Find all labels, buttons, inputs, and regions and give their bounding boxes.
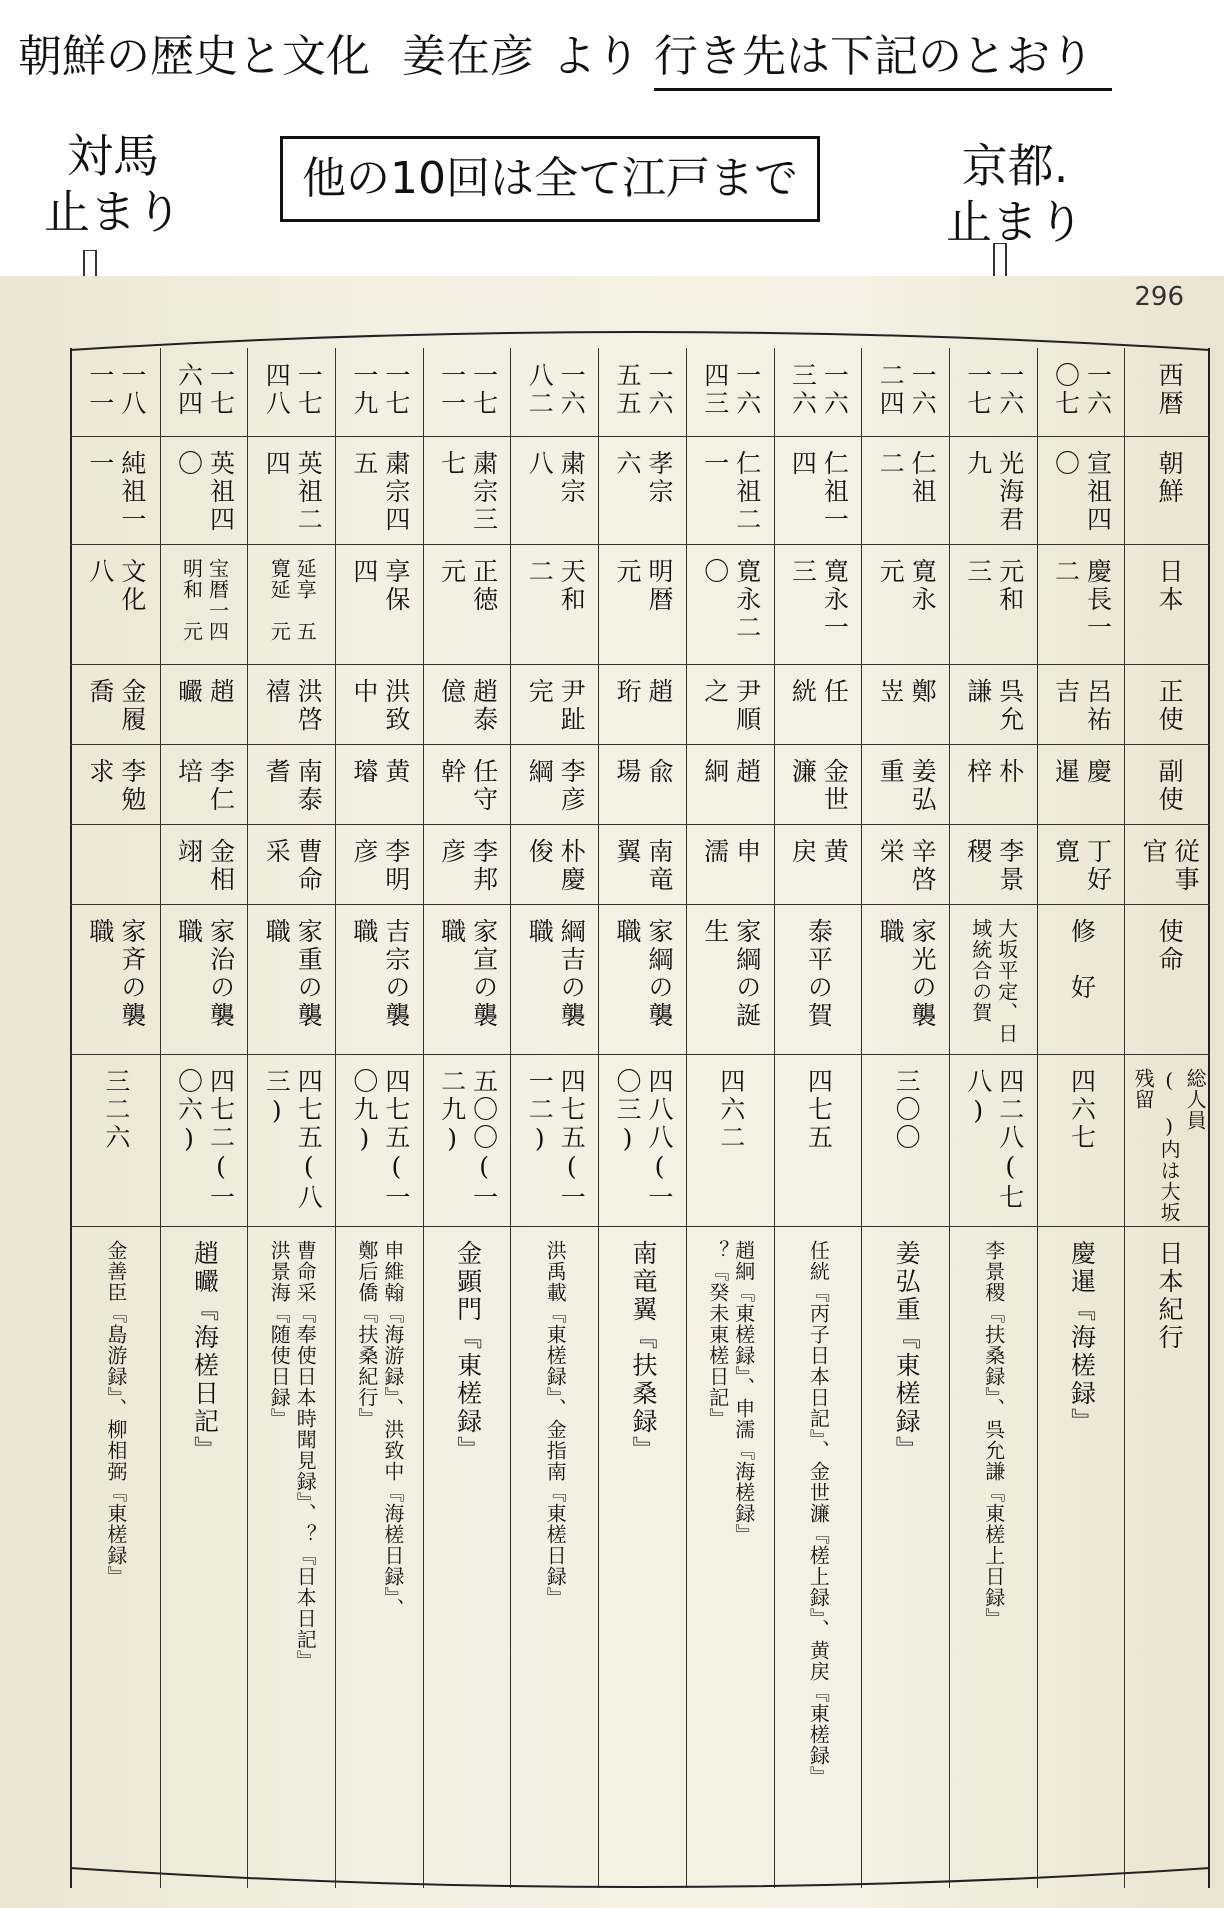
header-text: 総人員 ( )内は大坂残留 <box>1131 1068 1208 1223</box>
cell-journal <box>511 1226 599 1888</box>
cell-envoy <box>424 664 512 744</box>
cell-envoy <box>687 664 775 744</box>
cell-envoy <box>599 664 687 744</box>
cell-text: 四七五(一一二) <box>525 1068 587 1212</box>
cell-korea <box>1038 436 1126 544</box>
header-text: 副使 <box>1155 758 1185 814</box>
cell-text: 四七五(一〇九) <box>349 1068 411 1212</box>
cell-total <box>1038 1054 1126 1226</box>
cell-text: 家治の襲職 <box>174 918 236 1030</box>
cell-officer <box>424 824 512 904</box>
cell-mission <box>511 904 599 1054</box>
cell-mission <box>950 904 1038 1054</box>
cell-japan <box>950 544 1038 664</box>
table-column <box>598 348 686 1888</box>
cell-text: 英祖四〇 <box>174 450 236 534</box>
row-divider <box>70 664 1210 665</box>
cell-vice <box>950 744 1038 824</box>
header-korea <box>1125 436 1213 544</box>
cell-text: 純祖一一 <box>85 450 147 534</box>
heading <box>18 22 1112 92</box>
cell-text: 一八一一 <box>85 362 147 418</box>
cell-text: 一七一九 <box>349 362 411 418</box>
header-vice <box>1125 744 1213 824</box>
cell-year <box>336 348 424 436</box>
cell-officer <box>1038 824 1126 904</box>
cell-total <box>248 1054 336 1226</box>
cell-year <box>1038 348 1126 436</box>
table-column <box>686 348 774 1888</box>
cell-korea <box>775 436 863 544</box>
cell-total <box>511 1054 599 1226</box>
cell-mission <box>599 904 687 1054</box>
table-column <box>335 348 423 1888</box>
cell-text: 一七一一 <box>437 362 499 418</box>
cell-year <box>950 348 1038 436</box>
header-text: 日本 <box>1155 558 1185 614</box>
cell-vice <box>336 744 424 824</box>
cell-journal <box>687 1226 775 1888</box>
cell-text: 趙絅『東槎録』、申濡『海槎録』 ？『癸未東槎日記』 <box>705 1240 756 1545</box>
cell-text: 三二六 <box>101 1068 131 1152</box>
cell-text: 姜弘重 <box>876 758 938 814</box>
cell-text: 金顕門『東槎録』 <box>453 1240 483 1464</box>
cell-year <box>161 348 249 436</box>
row-divider <box>70 904 1210 905</box>
cell-text: 洪禹載『東槎録』、金指南『東槎日録』 <box>543 1240 568 1608</box>
cell-korea <box>161 436 249 544</box>
cell-text: 李彦綱 <box>525 758 587 814</box>
destination-note: 行き先は下記のとおり <box>654 26 1112 91</box>
cell-mission <box>72 904 160 1054</box>
cell-text: 南竜翼 <box>612 838 674 894</box>
cell-japan <box>72 544 160 664</box>
cell-text: 文化 八 <box>85 558 147 642</box>
header-text: 従事官 <box>1139 838 1201 894</box>
cell-text: 李勉求 <box>85 758 147 814</box>
cell-officer <box>336 824 424 904</box>
cell-year <box>599 348 687 436</box>
cell-mission <box>687 904 775 1054</box>
cell-text: 李邦彦 <box>437 838 499 894</box>
author-name: 姜在彦 <box>402 31 534 82</box>
cell-total <box>599 1054 687 1226</box>
cell-japan <box>424 544 512 664</box>
cell-mission <box>336 904 424 1054</box>
cell-vice <box>775 744 863 824</box>
cell-text: 四八八(一〇三) <box>612 1068 674 1212</box>
cell-vice <box>424 744 512 824</box>
cell-envoy <box>950 664 1038 744</box>
header-officer <box>1125 824 1213 904</box>
cell-mission <box>862 904 950 1054</box>
cell-text: 一六五五 <box>612 362 674 418</box>
cell-japan <box>336 544 424 664</box>
cell-officer <box>72 824 160 904</box>
header-total <box>1125 1054 1213 1226</box>
cell-text: 元和 三 <box>963 558 1025 642</box>
cell-journal <box>950 1226 1038 1888</box>
table-column <box>774 348 862 1888</box>
cell-text: 四六七 <box>1067 1068 1097 1152</box>
cell-envoy <box>161 664 249 744</box>
cell-text: 四七五(八三) <box>262 1068 324 1212</box>
cell-vice <box>599 744 687 824</box>
row-divider <box>70 544 1210 545</box>
cell-text: 辛啓栄 <box>876 838 938 894</box>
cell-japan <box>511 544 599 664</box>
header-text: 使命 <box>1155 918 1185 974</box>
cell-envoy <box>1038 664 1126 744</box>
envoy-table <box>70 348 1210 1888</box>
cell-text: 寛永 元 <box>876 558 938 642</box>
cell-year <box>862 348 950 436</box>
cell-mission <box>161 904 249 1054</box>
source-word: より <box>552 31 640 82</box>
row-divider <box>70 744 1210 745</box>
header-text: 正使 <box>1155 678 1185 734</box>
cell-total <box>687 1054 775 1226</box>
cell-text: 黄 璿 <box>349 758 411 814</box>
cell-text: 李景稷 <box>963 838 1025 894</box>
cell-korea <box>511 436 599 544</box>
cell-text: 南竜翼『扶桑録』 <box>628 1240 658 1464</box>
cell-korea <box>950 436 1038 544</box>
table-column <box>861 348 949 1888</box>
cell-journal <box>161 1226 249 1888</box>
header-text: 日本紀行 <box>1155 1240 1185 1352</box>
cell-text: 仁祖二一 <box>700 450 762 534</box>
cell-text: 趙 曮 <box>174 678 236 734</box>
cell-year <box>687 348 775 436</box>
cell-text: 四六二 <box>716 1068 746 1152</box>
cell-text: 丁好寛 <box>1051 838 1113 894</box>
cell-text: 家斉の襲職 <box>85 918 147 1030</box>
cell-text: 仁祖一四 <box>788 450 850 534</box>
cell-text: 趙 絅 <box>700 758 762 814</box>
cell-text: 任 絖 <box>788 678 850 734</box>
cell-text: 趙曮『海槎日記』 <box>190 1240 220 1464</box>
cell-text: 家重の襲職 <box>262 918 324 1030</box>
cell-text: 慶 暹 <box>1051 758 1113 814</box>
cell-officer <box>862 824 950 904</box>
cell-text: 孝宗 六 <box>612 450 674 534</box>
header-column <box>1124 348 1212 1888</box>
cell-mission <box>248 904 336 1054</box>
cell-text: 享保 四 <box>349 558 411 642</box>
cell-text: 趙 珩 <box>612 678 674 734</box>
cell-text: 三〇〇 <box>892 1068 922 1152</box>
cell-journal <box>862 1226 950 1888</box>
cell-text: 家綱の誕生 <box>700 918 762 1030</box>
table-column <box>423 348 511 1888</box>
cell-korea <box>687 436 775 544</box>
header-mission <box>1125 904 1213 1054</box>
cell-text: 天和 二 <box>525 558 587 642</box>
cell-text: 寛永一三 <box>788 558 850 642</box>
cell-mission <box>1038 904 1126 1054</box>
cell-text: 四七五 <box>804 1068 834 1152</box>
cell-journal <box>599 1226 687 1888</box>
cell-text: 慶暹『海槎録』 <box>1067 1240 1097 1436</box>
cell-text: 四七二(一〇六) <box>174 1068 236 1212</box>
cell-total <box>161 1054 249 1226</box>
cell-text: 申維翰『海游録』、洪致中『海槎日録』、 鄭后僑『扶桑紀行』 <box>354 1240 405 1619</box>
cell-journal <box>336 1226 424 1888</box>
cell-korea <box>248 436 336 544</box>
annotation-box-edo: 他の10回は全て江戸まで <box>280 136 820 222</box>
annotation-kyoto: 京都. 止まり <box>946 139 1084 249</box>
cell-text: 仁祖 二 <box>876 450 938 534</box>
cell-text: 黄 戻 <box>788 838 850 894</box>
header-year <box>1125 348 1213 436</box>
cell-total <box>72 1054 160 1226</box>
cell-vice <box>1038 744 1126 824</box>
cell-text: 姜弘重『東槎録』 <box>892 1240 922 1464</box>
cell-text: 一六二四 <box>876 362 938 418</box>
cell-envoy <box>72 664 160 744</box>
header-japan <box>1125 544 1213 664</box>
table-column <box>1037 348 1125 1888</box>
table-column <box>247 348 335 1888</box>
cell-officer <box>775 824 863 904</box>
cell-text: 南泰耆 <box>262 758 324 814</box>
cell-text: 修 好 <box>1067 918 1097 1002</box>
cell-journal <box>775 1226 863 1888</box>
cell-text: 一六四三 <box>700 362 762 418</box>
cell-officer <box>161 824 249 904</box>
cell-officer <box>248 824 336 904</box>
book-title: 朝鮮の歴史と文化 <box>18 31 370 82</box>
cell-total <box>775 1054 863 1226</box>
cell-text: 延享 五 寛延 元 <box>267 558 318 642</box>
cell-text: 任守幹 <box>437 758 499 814</box>
cell-total <box>424 1054 512 1226</box>
cell-total <box>336 1054 424 1226</box>
cell-text: 泰平の賀 <box>804 918 834 1030</box>
table-column <box>949 348 1037 1888</box>
cell-text: 洪啓禧 <box>262 678 324 734</box>
cell-year <box>248 348 336 436</box>
row-divider <box>70 1226 1210 1227</box>
header-envoy <box>1125 664 1213 744</box>
cell-japan <box>248 544 336 664</box>
header-journal <box>1125 1226 1213 1888</box>
cell-text: 一六〇七 <box>1051 362 1113 418</box>
cell-japan <box>161 544 249 664</box>
cell-total <box>862 1054 950 1226</box>
cell-text: 金世濂 <box>788 758 850 814</box>
cell-japan <box>862 544 950 664</box>
page-number: 296 <box>1134 282 1184 312</box>
cell-text: 明暦 元 <box>612 558 674 642</box>
cell-envoy <box>862 664 950 744</box>
cell-vice <box>161 744 249 824</box>
cell-text: 宝暦一四 明和 元 <box>179 558 230 642</box>
cell-korea <box>424 436 512 544</box>
cell-text: 四二八(七八) <box>963 1068 1025 1212</box>
cell-text: 家綱の襲職 <box>612 918 674 1030</box>
cell-text: 李景稷『扶桑録』、呉允謙『東槎上日録』 <box>981 1240 1006 1629</box>
cell-officer <box>950 824 1038 904</box>
cell-text: 大坂平定、日 域統合の賀 <box>968 918 1019 1044</box>
cell-text: 金善臣『島游録』、柳相弼『東槎録』 <box>103 1240 128 1587</box>
table-column <box>72 348 160 1888</box>
row-divider <box>70 824 1210 825</box>
book-page <box>0 276 1224 1908</box>
cell-text: 英祖二四 <box>262 450 324 534</box>
cell-text: 曹命采 <box>262 838 324 894</box>
cell-text: 家光の襲職 <box>876 918 938 1030</box>
cell-envoy <box>248 664 336 744</box>
cell-text: 一七四八 <box>262 362 324 418</box>
cell-vice <box>687 744 775 824</box>
row-divider <box>70 436 1210 437</box>
cell-text: 曹命采『奉使日本時聞見録』、？『日本日記』 洪景海『随使日録』 <box>267 1240 318 1671</box>
cell-mission <box>775 904 863 1054</box>
cell-text: 金履喬 <box>85 678 147 734</box>
cell-text: 粛宗 八 <box>525 450 587 534</box>
cell-text: 朴慶俊 <box>525 838 587 894</box>
cell-officer <box>599 824 687 904</box>
cell-japan <box>1038 544 1126 664</box>
cell-text: 粛宗四五 <box>349 450 411 534</box>
cell-text: 申 濡 <box>700 838 762 894</box>
cell-text: 鄭 岦 <box>876 678 938 734</box>
cell-text: 一六三六 <box>788 362 850 418</box>
cell-text: 任絖『丙子日本日記』、金世濂『槎上録』、黄戻『東槎録』 <box>806 1240 831 1787</box>
cell-text: 慶長一二 <box>1051 558 1113 642</box>
cell-envoy <box>336 664 424 744</box>
cell-year <box>424 348 512 436</box>
cell-text: 趙泰億 <box>437 678 499 734</box>
cell-journal <box>1038 1226 1126 1888</box>
cell-year <box>511 348 599 436</box>
cell-japan <box>687 544 775 664</box>
table-bottom-border <box>70 1866 1210 1906</box>
cell-text: 宣祖四〇 <box>1051 450 1113 534</box>
cell-text: 家宣の襲職 <box>437 918 499 1030</box>
cell-text: 尹趾完 <box>525 678 587 734</box>
cell-japan <box>775 544 863 664</box>
cell-vice <box>862 744 950 824</box>
cell-officer <box>511 824 599 904</box>
annotation-tsushima: 対馬 止まり <box>44 129 182 239</box>
cell-journal <box>248 1226 336 1888</box>
cell-text: 金相翊 <box>174 838 236 894</box>
cell-envoy <box>511 664 599 744</box>
cell-text: 尹順之 <box>700 678 762 734</box>
cell-text: 光海君九 <box>963 450 1025 534</box>
cell-year <box>775 348 863 436</box>
cell-text: 一六八二 <box>525 362 587 418</box>
table-column <box>160 348 248 1888</box>
cell-text: 吉宗の襲職 <box>349 918 411 1030</box>
cell-text: 呂祐吉 <box>1051 678 1113 734</box>
cell-text: 李仁培 <box>174 758 236 814</box>
cell-year <box>72 348 160 436</box>
cell-text: 李明彦 <box>349 838 411 894</box>
cell-text: 寛永二〇 <box>700 558 762 642</box>
cell-total <box>950 1054 1038 1226</box>
cell-korea <box>599 436 687 544</box>
cell-text: 呉允謙 <box>963 678 1025 734</box>
cell-text: 兪 瑒 <box>612 758 674 814</box>
header-text: 西暦 <box>1155 362 1185 418</box>
cell-journal <box>72 1226 160 1888</box>
cell-journal <box>424 1226 512 1888</box>
cell-vice <box>511 744 599 824</box>
cell-text: 一七六四 <box>174 362 236 418</box>
cell-japan <box>599 544 687 664</box>
header-text: 朝鮮 <box>1155 450 1185 506</box>
cell-vice <box>248 744 336 824</box>
cell-envoy <box>775 664 863 744</box>
cell-korea <box>336 436 424 544</box>
cell-text: 正徳 元 <box>437 558 499 642</box>
cell-text: 一六一七 <box>963 362 1025 418</box>
cell-vice <box>72 744 160 824</box>
cell-text: 朴 梓 <box>963 758 1025 814</box>
cell-officer <box>687 824 775 904</box>
table-column <box>510 348 598 1888</box>
cell-text: 粛宗三七 <box>437 450 499 534</box>
cell-korea <box>72 436 160 544</box>
row-divider <box>70 1054 1210 1055</box>
cell-text: 五〇〇(一二九) <box>437 1068 499 1212</box>
cell-text: 綱吉の襲職 <box>525 918 587 1030</box>
cell-korea <box>862 436 950 544</box>
cell-text: 洪致中 <box>349 678 411 734</box>
cell-mission <box>424 904 512 1054</box>
